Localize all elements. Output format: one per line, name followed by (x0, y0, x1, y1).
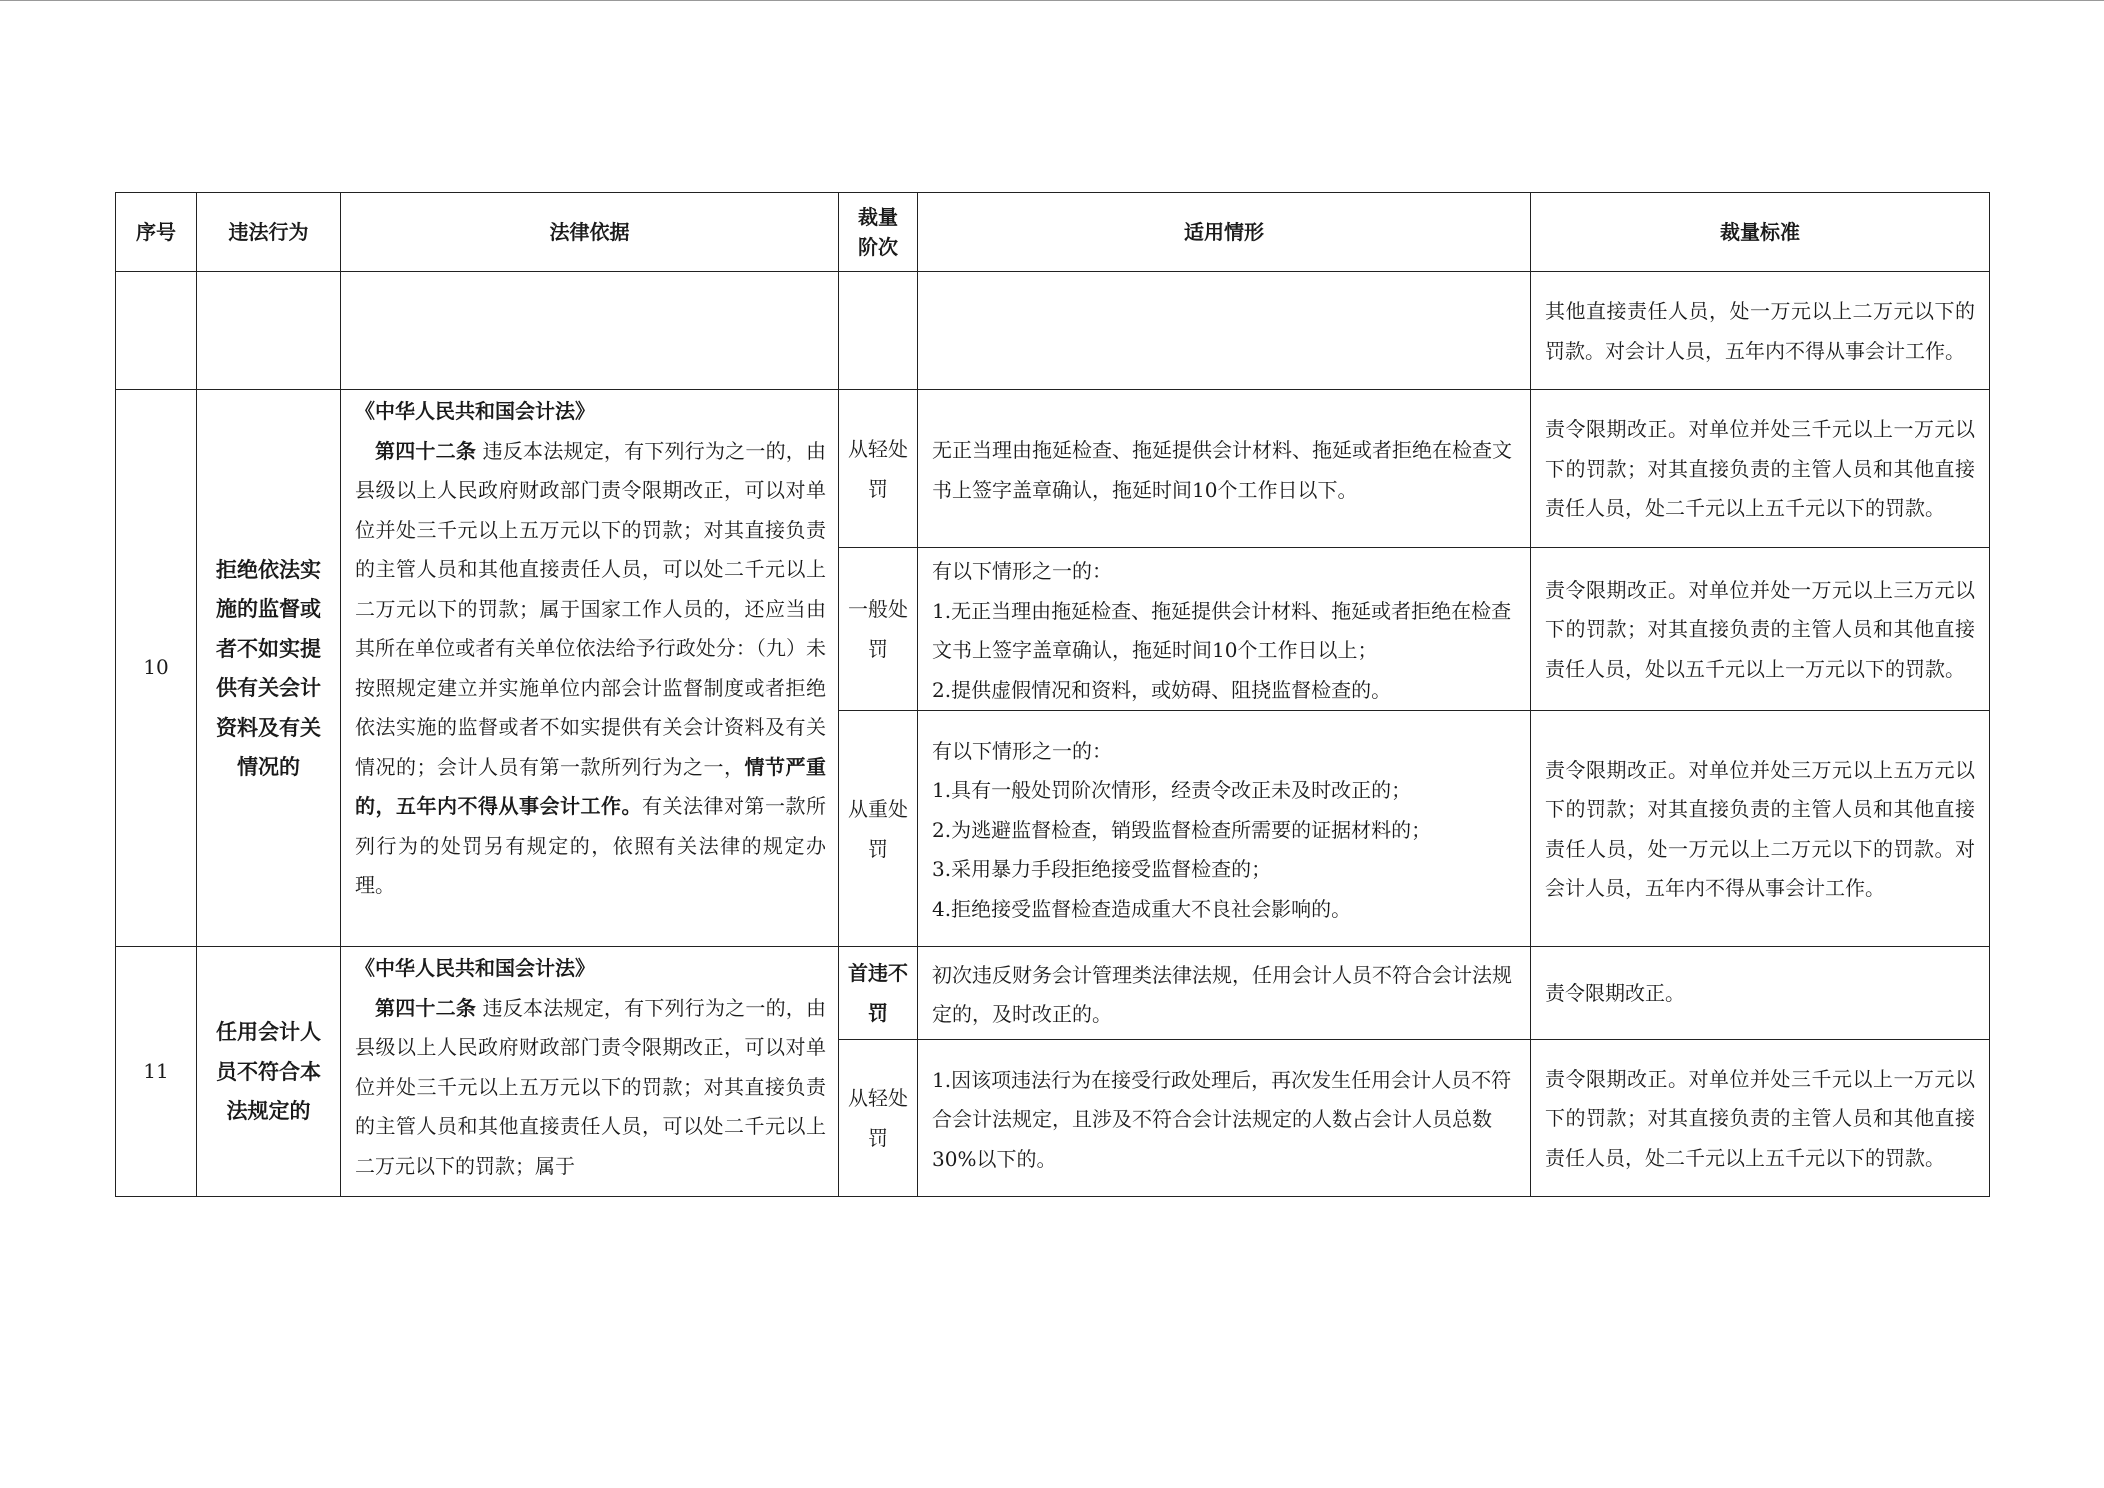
row10-law-bold: 情节严重的，五年内不得从事会计工作。 (355, 754, 826, 818)
row10-act: 拒绝依法实施的监督或者不如实提供有关会计资料及有关情况的 (197, 390, 341, 947)
row10-law-title: 《中华人民共和国会计法》 (355, 399, 595, 423)
row10-sit-heavy-4: 4.拒绝接受监督检查造成重大不良社会影响的。 (932, 896, 1352, 921)
header-act: 违法行为 (197, 193, 341, 272)
row11-situation-light (918, 1040, 1531, 1197)
row10-sit-normal-0: 有以下情形之一的： (932, 559, 1112, 583)
row11-law-title: 《中华人民共和国会计法》 (355, 956, 595, 980)
table-row-continued (116, 272, 1990, 390)
table-row-10-a (116, 390, 1990, 548)
row10-level-normal: 一般处罚 (839, 548, 918, 711)
row11-law (341, 947, 839, 1197)
row10-sit-normal-2: 2.提供虚假情况和资料，或妨碍、阻挠监督检查的。 (932, 677, 1392, 702)
row10-law-article: 第四十二条 (375, 438, 477, 463)
header-standard: 裁量标准 (1531, 193, 1990, 272)
discretion-table (115, 192, 1990, 1197)
row10-standard-heavy: 责令限期改正。对单位并处三万元以上五万元以下的罚款；对其直接负责的主管人员和其他直接责任人员，处一万元以上二万元以下的罚款。对会计人员，五年内不得从事会计工作。 (1531, 711, 1990, 947)
row11-standard-light: 责令限期改正。对单位并处三千元以上一万元以下的罚款；对其直接负责的主管人员和其他直接责任人员，处二千元以上五千元以下的罚款。 (1531, 1040, 1990, 1197)
row11-sit-light-0: 1.因该项违法行为在接受行政处理后，再次发生任用会计人员不符合会计法规定，且涉及不符合会计法规定的人数占会计人员总数30%以下的。 (932, 1067, 1512, 1171)
cont-standard: 其他直接责任人员，处一万元以上二万元以下的罚款。对会计人员，五年内不得从事会计工作。 (1531, 272, 1990, 390)
cont-situation (918, 272, 1531, 390)
row10-seq: 10 (116, 390, 197, 947)
row11-law-clip (355, 949, 826, 1185)
row11-level-light: 从轻处罚 (839, 1040, 918, 1197)
row10-sit-heavy-1: 1.具有一般处罚阶次情形，经责令改正未及时改正的； (932, 778, 1412, 803)
row10-level-heavy: 从重处罚 (839, 711, 918, 947)
cont-law (341, 272, 839, 390)
row11-law-text1: 违反本法规定，有下列行为之一的，由县级以上人民政府财政部门责令限期改正，可以对单位并处三千元以上五万元以下的罚款；对其直接负责的主管人员和其他直接责任人员，可以处二千元以上二万元以下的罚款；属于 (355, 995, 826, 1178)
header-level (839, 193, 918, 272)
row10-law (341, 390, 839, 947)
row10-sit-light-0: 无正当理由拖延检查、拖延提供会计材料、拖延或者拒绝在检查文书上签字盖章确认，拖延时间10个工作日以下。 (932, 438, 1512, 502)
row11-sit-first-0: 初次违反财务会计管理类法律法规，任用会计人员不符合会计法规定的，及时改正的。 (932, 962, 1512, 1026)
row11-level-first: 首违不罚 (839, 947, 918, 1040)
row10-law-text2: 有关法律对第一款所列行为的处罚另有规定的，依照有关法律的规定办理。 (355, 794, 826, 897)
row10-sit-heavy-2: 2.为逃避监督检查，销毁监督检查所需要的证据材料的； (932, 817, 1432, 842)
row10-situation-light (918, 390, 1531, 548)
header-seq: 序号 (116, 193, 197, 272)
row10-situation-normal (918, 548, 1531, 711)
row11-situation-first (918, 947, 1531, 1040)
row10-sit-normal-1: 1.无正当理由拖延检查、拖延提供会计材料、拖延或者拒绝在检查文书上签字盖章确认，拖延时间10个工作日以上； (932, 598, 1512, 662)
row10-level-light: 从轻处罚 (839, 390, 918, 548)
page-top-border (0, 0, 2104, 1)
row11-law-article: 第四十二条 (375, 995, 477, 1020)
row10-situation-heavy (918, 711, 1531, 947)
header-row (116, 193, 1990, 272)
cont-level (839, 272, 918, 390)
row10-standard-light: 责令限期改正。对单位并处三千元以上一万元以下的罚款；对其直接负责的主管人员和其他直接责任人员，处二千元以上五千元以下的罚款。 (1531, 390, 1990, 548)
row10-sit-heavy-3: 3.采用暴力手段拒绝接受监督检查的； (932, 857, 1272, 882)
cont-seq (116, 272, 197, 390)
header-law: 法律依据 (341, 193, 839, 272)
row10-standard-normal: 责令限期改正。对单位并处一万元以上三万元以下的罚款；对其直接负责的主管人员和其他直接责任人员，处以五千元以上一万元以下的罚款。 (1531, 548, 1990, 711)
header-level-text: 裁量阶次 (858, 205, 898, 259)
row10-law-text1: 违反本法规定，有下列行为之一的，由县级以上人民政府财政部门责令限期改正，可以对单位并处三千元以上五万元以下的罚款；对其直接负责的主管人员和其他直接责任人员，可以处二千元以上二万元以下的罚款；属于国家工作人员的，还应当由其所在单位或者有关单位依法给予行政处分：（九）未按照规定建立并实施单位内部会计监督制度或者拒绝依法实施的监督或者不如实提供有关会计资料及有关情况的；会计人员有第一款所列行为之一， (355, 438, 827, 779)
row10-sit-heavy-0: 有以下情形之一的： (932, 738, 1112, 763)
row11-seq: 11 (116, 947, 197, 1197)
row11-act: 任用会计人员不符合本法规定的 (197, 947, 341, 1197)
cont-act (197, 272, 341, 390)
header-situation: 适用情形 (918, 193, 1531, 272)
row11-standard-first: 责令限期改正。 (1531, 947, 1990, 1040)
table-row-11-a (116, 947, 1990, 1040)
